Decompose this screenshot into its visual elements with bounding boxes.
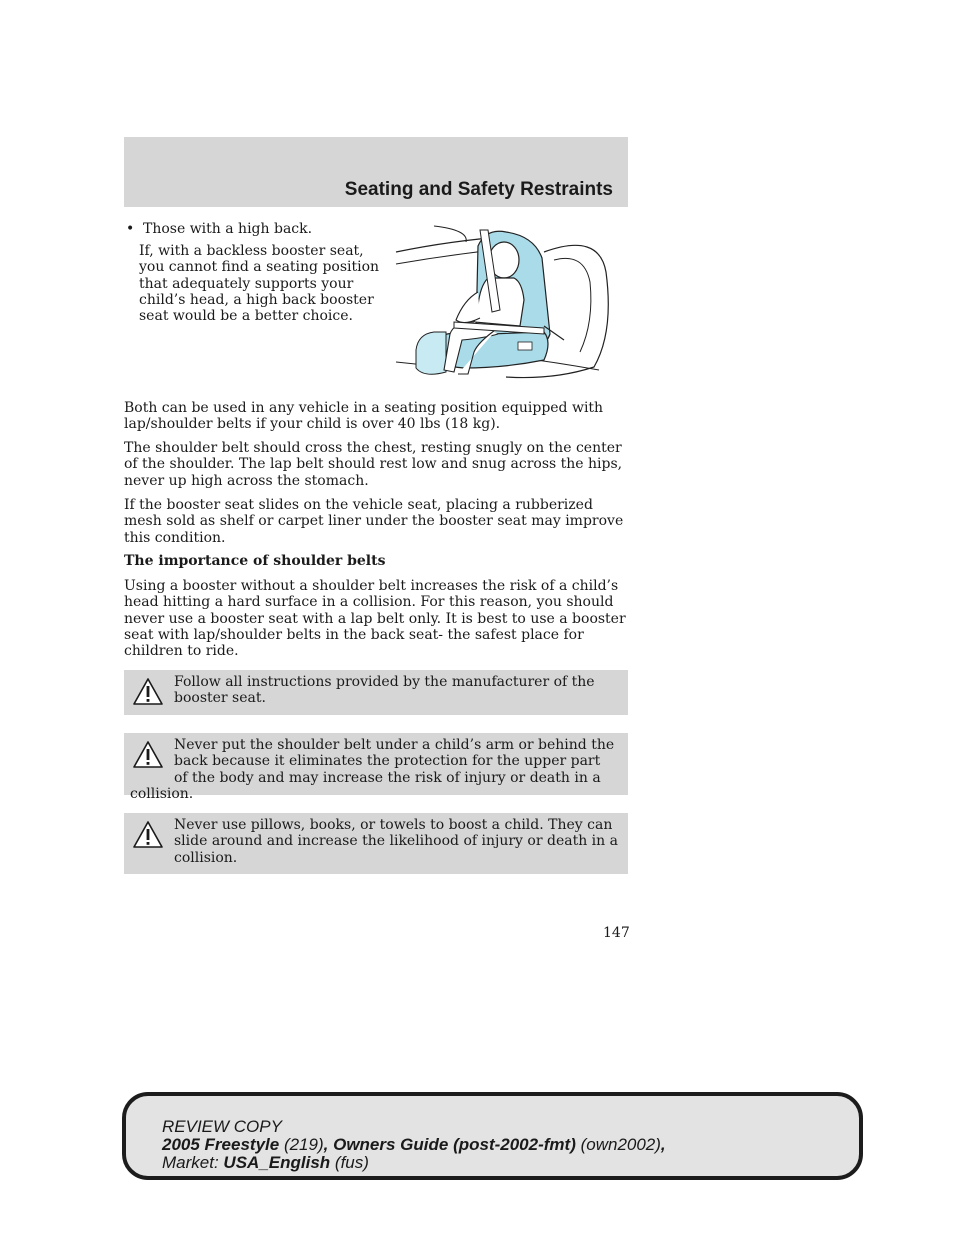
guide-code: (own2002): [580, 1135, 661, 1154]
separator: ,: [660, 1135, 666, 1154]
warning-triangle-icon: [132, 740, 164, 770]
warning-triangle-icon: [132, 820, 164, 850]
market-code: (fus): [334, 1153, 369, 1172]
paragraph-2: The shoulder belt should cross the chest, resting snugly on the center of the shoulder. The lap belt should rest low and snug across the hips, never up high across the stomach.: [124, 440, 623, 489]
warning-box: [124, 813, 628, 874]
guide-name: Owners Guide (post-2002-fmt): [333, 1135, 576, 1154]
warning-text: Follow all instructions provided by the manufacturer of the booster seat.: [174, 674, 595, 707]
page-number: 147: [603, 925, 630, 941]
subheading: The importance of shoulder belts: [124, 553, 386, 569]
booster-seat-illustration: [394, 222, 624, 384]
bullet-marker: •: [126, 221, 135, 237]
review-label: REVIEW COPY: [162, 1117, 282, 1136]
paragraph-3: If the booster seat slides on the vehicle seat, placing a rubberized mesh sold as shelf or carpet liner under the booster seat may improve this condition.: [124, 497, 624, 546]
bullet-text: Those with a high back.: [143, 221, 313, 237]
model-name: 2005 Freestyle: [162, 1135, 280, 1154]
paragraph-4: Using a booster without a shoulder belt increases the risk of a child’s head hitting a hard surface in a collision. For this reason, you should never use a booster seat with a lap belt only. It is best to use a booster seat with lap/shoulder belts in the back seat- the safest place for children to ride.: [124, 578, 626, 660]
footer-line-3: [162, 1154, 666, 1172]
model-code: (219): [283, 1135, 324, 1154]
warning-triangle-icon: [132, 677, 164, 707]
review-copy-footer: [122, 1092, 863, 1180]
footer-line-2: [162, 1136, 666, 1154]
footer-text: [162, 1118, 666, 1172]
market-label: Market:: [162, 1153, 219, 1172]
warning-text: Never put the shoulder belt under a child’s arm or behind the back because it eliminates the protection for the upper part of the body and may increase the risk of injury or death in a collision.: [130, 737, 615, 802]
paragraph-1: Both can be used in any vehicle in a seating position equipped with lap/shoulder belts if your child is over 40 lbs (18 kg).: [124, 400, 604, 433]
bullet-item: [124, 221, 384, 237]
warning-text: Never use pillows, books, or towels to boost a child. They can slide around and increase the likelihood of injury or death in a collision.: [174, 817, 618, 866]
warning-box: [124, 670, 628, 715]
warning-box: [124, 733, 628, 802]
bullet-detail: If, with a backless booster seat, you cannot find a seating position that adequately supports your child’s head, a high back booster seat would be a better choice.: [139, 243, 380, 325]
market-name: USA_English: [223, 1153, 331, 1172]
separator: ,: [323, 1135, 329, 1154]
section-header-band: [124, 137, 628, 207]
section-title: Seating and Safety Restraints: [344, 179, 613, 200]
